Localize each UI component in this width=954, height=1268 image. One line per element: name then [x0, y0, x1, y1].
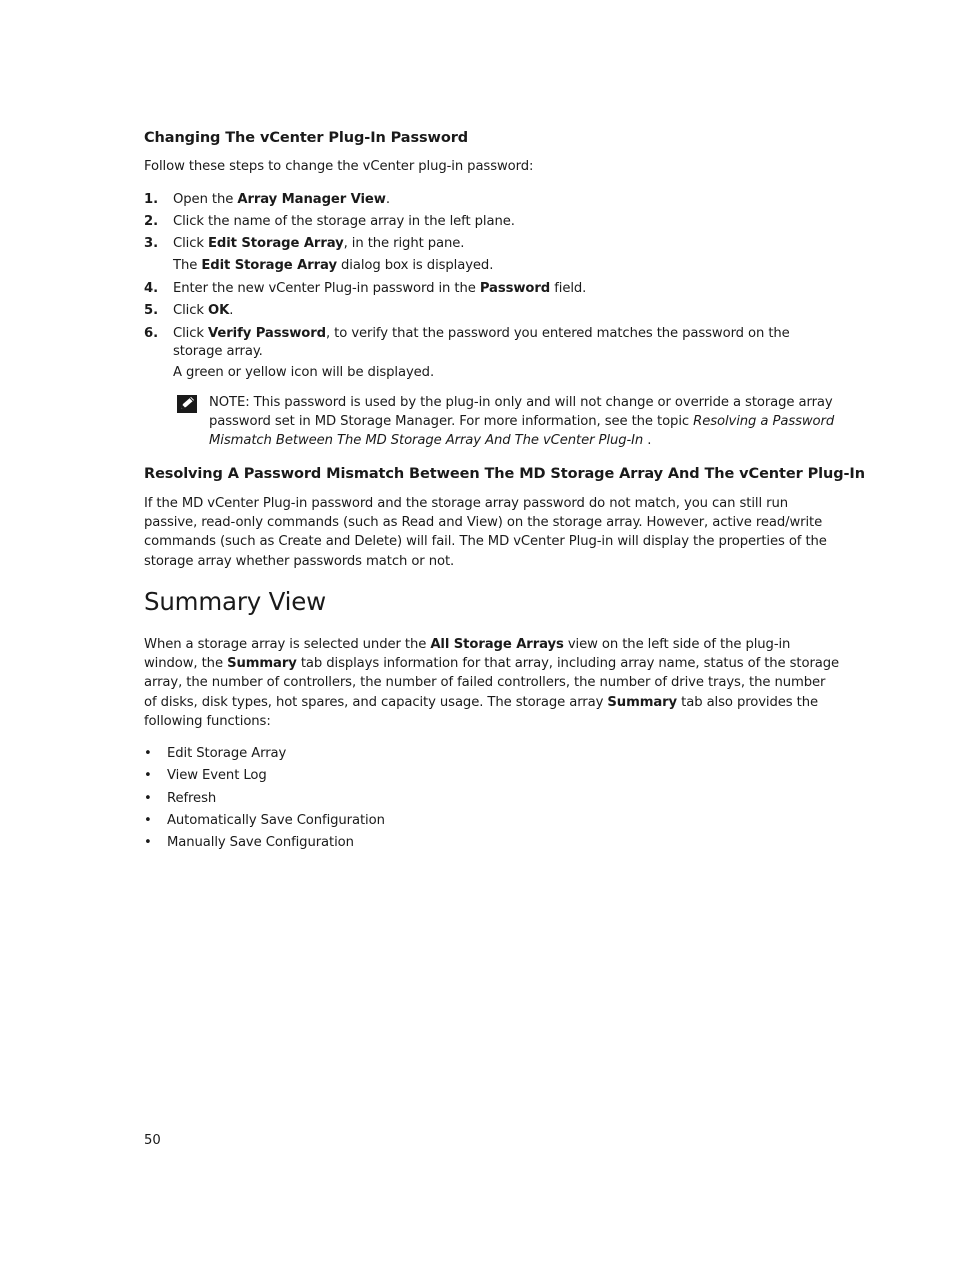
note-label: NOTE:: [209, 395, 250, 410]
note-callout: NOTE: This password is used by the plug-in only and will not change or override a storage array password set in MD Storage Manager. For more information, see the topic Resolving a Password Mismatch Between The MD Storage Array And The vCenter Plug-In .: [176, 393, 840, 450]
ui-term: Summary: [227, 656, 297, 672]
ui-term: Summary: [607, 694, 678, 710]
note-pencil-icon: [176, 394, 198, 414]
step-result: A green or yellow icon will be displayed.: [173, 365, 435, 380]
step-item: 4. Enter the new vCenter Plug-in password in the Password field.: [144, 281, 587, 296]
list-item: • Manually Save Configuration: [144, 835, 354, 850]
ui-term: Edit Storage Array: [208, 236, 344, 251]
ui-term: All Storage Arrays: [430, 637, 564, 652]
step-number: 5.: [144, 303, 158, 318]
ui-term: OK: [208, 303, 230, 318]
step-number: 1.: [144, 192, 158, 207]
section-body: If the MD vCenter Plug-in password and the storage array password do not match, you can still run passive, read-only commands (such as Read and View) on the storage array. However, active read/write commands (such as Create and Delete) will fail. The MD vCenter Plug-in will display the properties of the storage array whether passwords match or not.: [144, 496, 827, 569]
page-title: Summary View: [144, 587, 326, 616]
step-number: 6.: [144, 326, 158, 341]
bullet-icon: •: [144, 768, 152, 783]
section-heading-change-password: Changing The vCenter Plug-In Password: [144, 130, 469, 146]
section-heading-password-mismatch: Resolving A Password Mismatch Between The MD Storage Array And The vCenter Plug-In: [144, 466, 865, 482]
step-number: 3.: [144, 236, 158, 251]
ui-term: Password: [479, 281, 551, 296]
step-item: 3. Click Edit Storage Array, in the right pane.: [144, 236, 465, 251]
section-intro: Follow these steps to change the vCenter plug-in password:: [144, 159, 534, 174]
step-item: 6. Click Verify Password, to verify that the password you entered matches the password on the storage array.: [144, 326, 790, 359]
step-item: 5. Click OK.: [144, 303, 234, 318]
list-item: • View Event Log: [144, 768, 267, 783]
step-number: 2.: [144, 214, 158, 229]
page-number: 50: [144, 1133, 161, 1148]
bullet-icon: •: [144, 791, 152, 806]
ui-term: Array Manager View: [237, 192, 386, 207]
bullet-icon: •: [144, 746, 152, 761]
step-item: 2. Click the name of the storage array in the left plane.: [144, 214, 515, 229]
step-result: The Edit Storage Array dialog box is displayed.: [173, 258, 494, 273]
ui-term: Edit Storage Array: [201, 258, 337, 273]
list-item: • Edit Storage Array: [144, 746, 287, 761]
list-item: • Automatically Save Configuration: [144, 813, 385, 828]
step-item: 1. Open the Array Manager View.: [144, 192, 390, 207]
list-item: • Refresh: [144, 791, 217, 806]
step-number: 4.: [144, 281, 158, 296]
topic-reference: Resolving a Password Mismatch Between The MD Storage Array And The vCenter Plug-In: [209, 414, 835, 448]
bullet-icon: •: [144, 813, 152, 828]
summary-paragraph: When a storage array is selected under the All Storage Arrays view on the left side of the plug-in window, the Summary tab displays information for that array, including array name, status of the storage array, the number of controllers, the number of failed controllers, the number of drive trays, the number of disks, disk types, hot spares, and capacity usage. The storage array Summary tab also provides the following functions:: [144, 637, 840, 729]
bullet-icon: •: [144, 835, 152, 850]
ui-term: Verify Password: [208, 326, 326, 341]
